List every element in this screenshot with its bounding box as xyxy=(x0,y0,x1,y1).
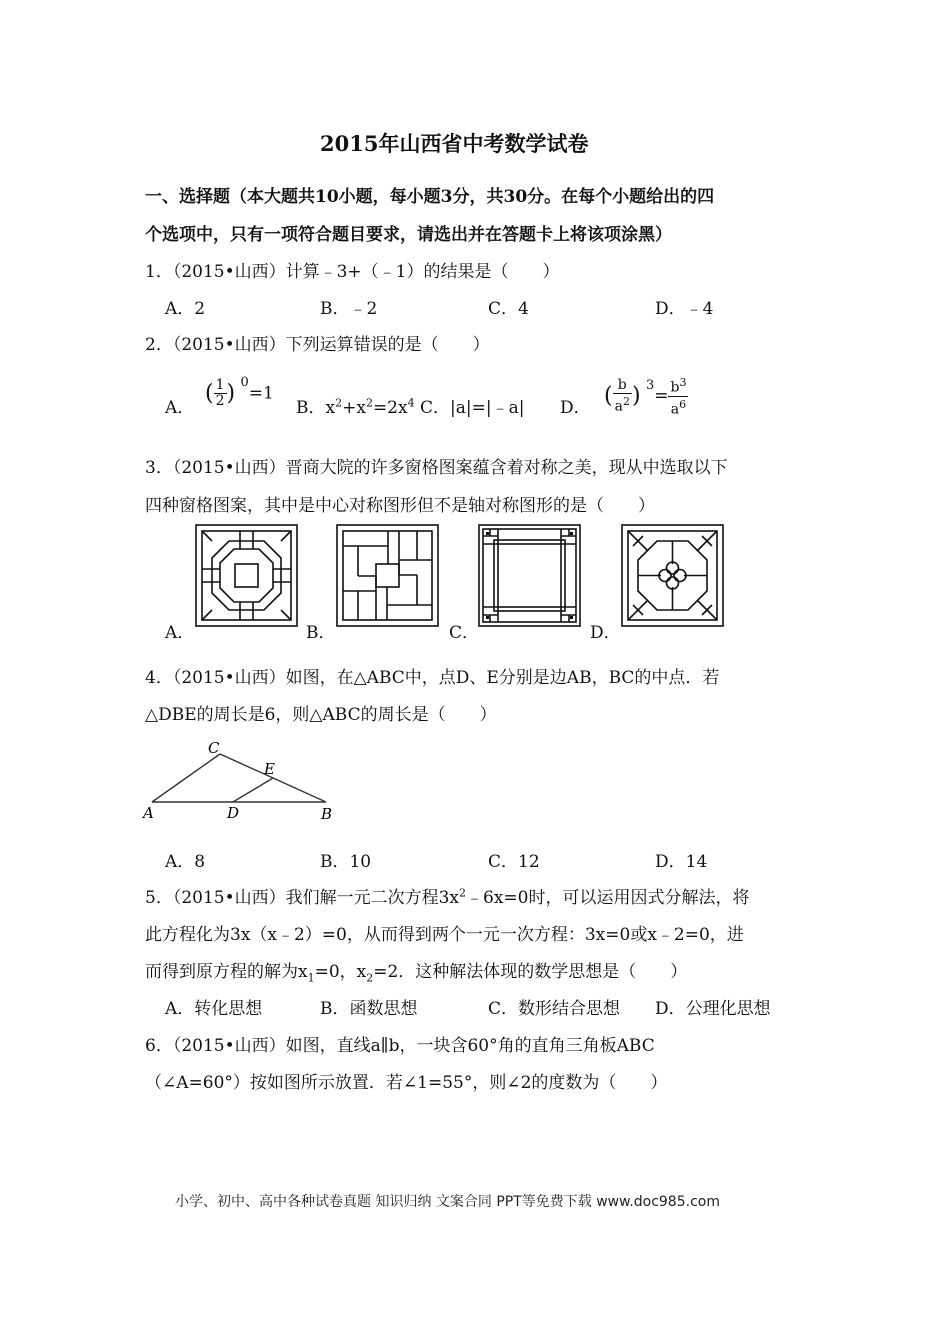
q4-option-a: A．8 xyxy=(165,852,206,872)
question-5-line3: 而得到原方程的解为$x_1=0$，$x_2=2$．这种解法体现的数学思想是（ ） xyxy=(145,962,688,985)
q2-option-d-expr: ( $\frac{b}{a^2}$ ) $^3$= $\frac{b^3}{a^6}$ xyxy=(604,376,687,418)
question-5-line2: 此方程化为3x（x﹣2）=0，从而得到两个一元一次方程：3x=0或x﹣2=0，进 xyxy=(145,925,744,945)
side-ac xyxy=(152,754,220,802)
q1-option-c: C．4 xyxy=(488,299,529,319)
label-b: B xyxy=(321,805,333,823)
label-d: D xyxy=(227,804,240,822)
q3-option-a: A． xyxy=(165,623,195,643)
q2-d-fraction-right: $\frac{b^3}{a^6}$ xyxy=(670,376,687,418)
window-pattern-d xyxy=(621,524,724,627)
q5-option-a: A．转化思想 xyxy=(165,999,263,1019)
label-a: A xyxy=(143,804,154,822)
question-4-line2: △DBE的周长是6，则△ABC的周长是（ ） xyxy=(145,705,497,725)
question-5-line1: 5．（2015•山西）我们解一元二次方程$3x^2﹣6x=0$时，可以运用因式分解法，将 xyxy=(145,886,750,908)
question-1-stem: 1．（2015•山西）计算﹣3+（﹣1）的结果是（ ） xyxy=(145,262,560,282)
q2-option-c: C．|a|=|﹣a| xyxy=(420,398,525,418)
q5-option-b: B．函数思想 xyxy=(320,999,418,1019)
window-pattern-c xyxy=(478,524,581,627)
window-pattern-a xyxy=(195,524,298,627)
q3-option-d: D． xyxy=(590,623,621,643)
label-e: E xyxy=(264,760,275,778)
q5-option-c: C．数形结合思想 xyxy=(488,999,621,1019)
q1-option-b: B．﹣2 xyxy=(320,299,378,319)
question-3-line2: 四种窗格图案，其中是中心对称图形但不是轴对称图形的是（ ） xyxy=(145,496,655,516)
q3-option-c: C． xyxy=(449,623,480,643)
section-header-line2: 个选项中，只有一项符合题目要求，请选出并在答题卡上将该项涂黑） xyxy=(145,225,672,245)
question-4-line1: 4．（2015•山西）如图，在△ABC中，点D、E分别是边AB，BC的中点．若 xyxy=(145,668,720,688)
q3-option-b: B． xyxy=(306,623,336,643)
question-6-line2: （∠A=60°）按如图所示放置．若∠1=55°，则∠2的度数为（ ） xyxy=(145,1073,668,1093)
question-2-stem: 2．（2015•山西）下列运算错误的是（ ） xyxy=(145,335,490,355)
q1-option-a: A．2 xyxy=(165,299,206,319)
q2-option-b: B．$x^2+x^2=2x^4$ xyxy=(296,396,415,418)
q4-option-d: D．14 xyxy=(655,852,708,872)
question-3-line1: 3．（2015•山西）晋商大院的许多窗格图案蕴含着对称之美，现从中选取以下 xyxy=(145,458,728,478)
footer-text: 小学、初中、高中各种试卷真题 知识归纳 文案合同 PPT等免费下载 www.doc985.com xyxy=(175,1194,720,1210)
q2-d-fraction-left: $\frac{b}{a^2}$ xyxy=(614,376,630,415)
segment-de xyxy=(233,778,273,802)
section-header-line1: 一、选择题（本大题共10小题，每小题3分，共30分。在每个小题给出的四 xyxy=(145,187,715,207)
window-pattern-b xyxy=(336,524,439,627)
q2-option-d-label: D． xyxy=(560,398,591,418)
question-6-line1: 6．（2015•山西）如图，直线a∥b，一块含60°角的直角三角板ABC xyxy=(145,1036,655,1056)
q2-option-a-expr: ( $\frac{1}{2}$ ) $^0$=1 xyxy=(205,375,274,409)
q5-option-d: D．公理化思想 xyxy=(655,999,771,1019)
q1-option-d: D．﹣4 xyxy=(655,299,714,319)
triangle-figure xyxy=(140,738,340,828)
q4-option-c: C．12 xyxy=(488,852,540,872)
q2-option-a-label: A． xyxy=(165,398,195,418)
label-c: C xyxy=(208,739,220,757)
page-title: 2015年山西省中考数学试卷 xyxy=(320,131,589,156)
q2-a-fraction: $\frac{1}{2}$ xyxy=(215,377,225,409)
q4-option-b: B．10 xyxy=(320,852,372,872)
